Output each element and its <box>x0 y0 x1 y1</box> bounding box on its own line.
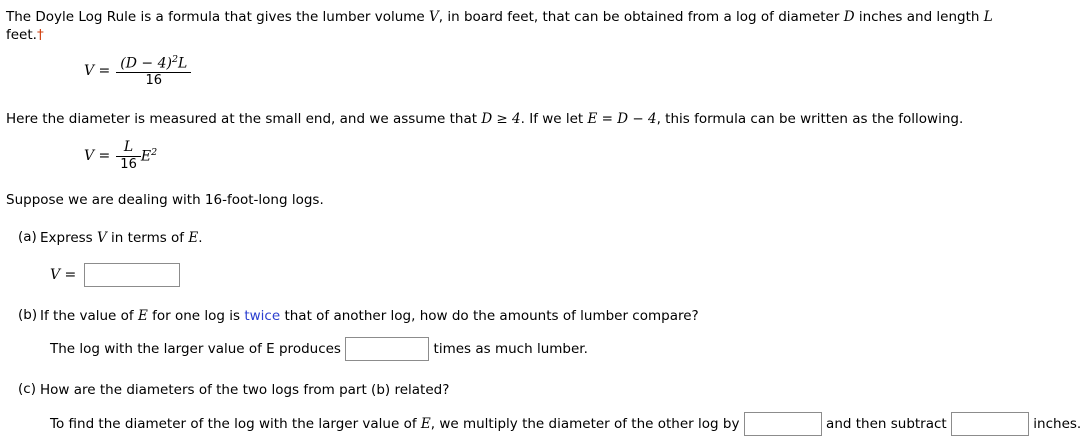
intro-var-d: D <box>843 9 855 25</box>
question-b-after: that of another log, how do the amounts of lumber compare? <box>280 308 699 325</box>
question-b <box>6 307 1014 325</box>
answer-c-input-1[interactable] <box>744 412 822 436</box>
answer-b-input[interactable] <box>345 337 429 361</box>
answer-a-input[interactable] <box>84 263 180 287</box>
equation2-tail-exponent: 2 <box>151 146 158 158</box>
equation2-denominator: 16 <box>116 156 141 172</box>
question-a-after: . <box>198 229 203 246</box>
footnote-marker: † <box>36 27 44 44</box>
question-b-var1: E <box>137 308 148 325</box>
answer-c-input-2[interactable] <box>951 412 1029 436</box>
intro-text-before: The Doyle Log Rule is a formula that gives the lumber volume <box>6 9 430 25</box>
question-a-text <box>40 229 203 247</box>
equation1-numerator-base: (D − 4) <box>120 55 172 72</box>
equation-rewritten <box>84 139 1014 173</box>
intro-text-mid: , in board feet, that can be obtained from a log of diameter <box>438 9 844 25</box>
question-b-text <box>40 307 699 325</box>
question-a-label: (a) <box>18 228 37 245</box>
equation1-numerator-tail: L <box>178 55 188 72</box>
suppose-line: Suppose we are dealing with 16-foot-long logs. <box>6 191 324 208</box>
question-b-highlight: twice <box>244 308 281 325</box>
question-a-before: Express <box>40 229 98 246</box>
question-b-before: If the value of <box>40 308 138 325</box>
intro-var-l: L <box>983 9 993 25</box>
equation1-numerator-exponent: 2 <box>171 53 179 65</box>
intro-var-v: V <box>429 9 439 25</box>
equation1-numerator <box>116 55 191 72</box>
answer-a-row <box>50 263 1014 287</box>
equation2-numerator <box>120 140 137 156</box>
question-c <box>6 381 1014 399</box>
para2-part1: Here the diameter is measured at the small end, and we assume that <box>6 111 482 128</box>
question-a-var1: V <box>97 229 107 246</box>
para2-part3: , this formula can be written as the following. <box>656 111 964 128</box>
equation2-lhs: V = <box>84 147 111 164</box>
intro-text-after: feet. <box>6 27 37 44</box>
equation2-numerator-text: L <box>123 138 134 155</box>
answer-b-row <box>50 337 1014 361</box>
equation1-denominator: 16 <box>116 72 191 88</box>
question-c-label: (c) <box>18 381 36 398</box>
answer-c-prefix: To find the diameter of the log with the larger value of <box>50 415 421 432</box>
question-c-text: How are the diameters of the two logs from part (b) related? <box>40 382 450 399</box>
intro-paragraph <box>6 8 1014 44</box>
answer-c-middle: and then subtract <box>821 415 952 432</box>
equation2-tail-base: E <box>140 148 152 165</box>
intro-text-mid2: inches and length <box>854 9 984 25</box>
answer-c-row <box>50 412 1081 436</box>
equation1-fraction <box>116 55 191 88</box>
para2-part2: . If we let <box>520 111 588 128</box>
equation1-lhs: V = <box>84 63 111 80</box>
answer-a-label: V = <box>50 267 77 284</box>
question-a <box>6 229 1014 247</box>
answer-c-suffix: inches. <box>1029 415 1081 432</box>
answer-c-var: E <box>420 415 431 432</box>
equation2-fraction <box>116 140 141 171</box>
answer-b-prefix: The log with the larger value of E produces <box>50 341 346 358</box>
answer-c-prefix2: , we multiply the diameter of the other log by <box>430 415 744 432</box>
question-b-label: (b) <box>18 307 38 324</box>
question-a-var2: E <box>188 229 199 246</box>
question-b-mid: for one log is <box>147 308 245 325</box>
equation2-tail <box>141 147 157 165</box>
second-paragraph <box>6 110 1014 128</box>
equation-doyle-rule <box>84 54 1014 88</box>
answer-b-suffix: times as much lumber. <box>429 341 588 358</box>
para2-substitution: E = D − 4 <box>587 111 657 128</box>
question-a-mid: in terms of <box>106 229 189 246</box>
para2-condition: D ≥ 4 <box>481 111 521 128</box>
